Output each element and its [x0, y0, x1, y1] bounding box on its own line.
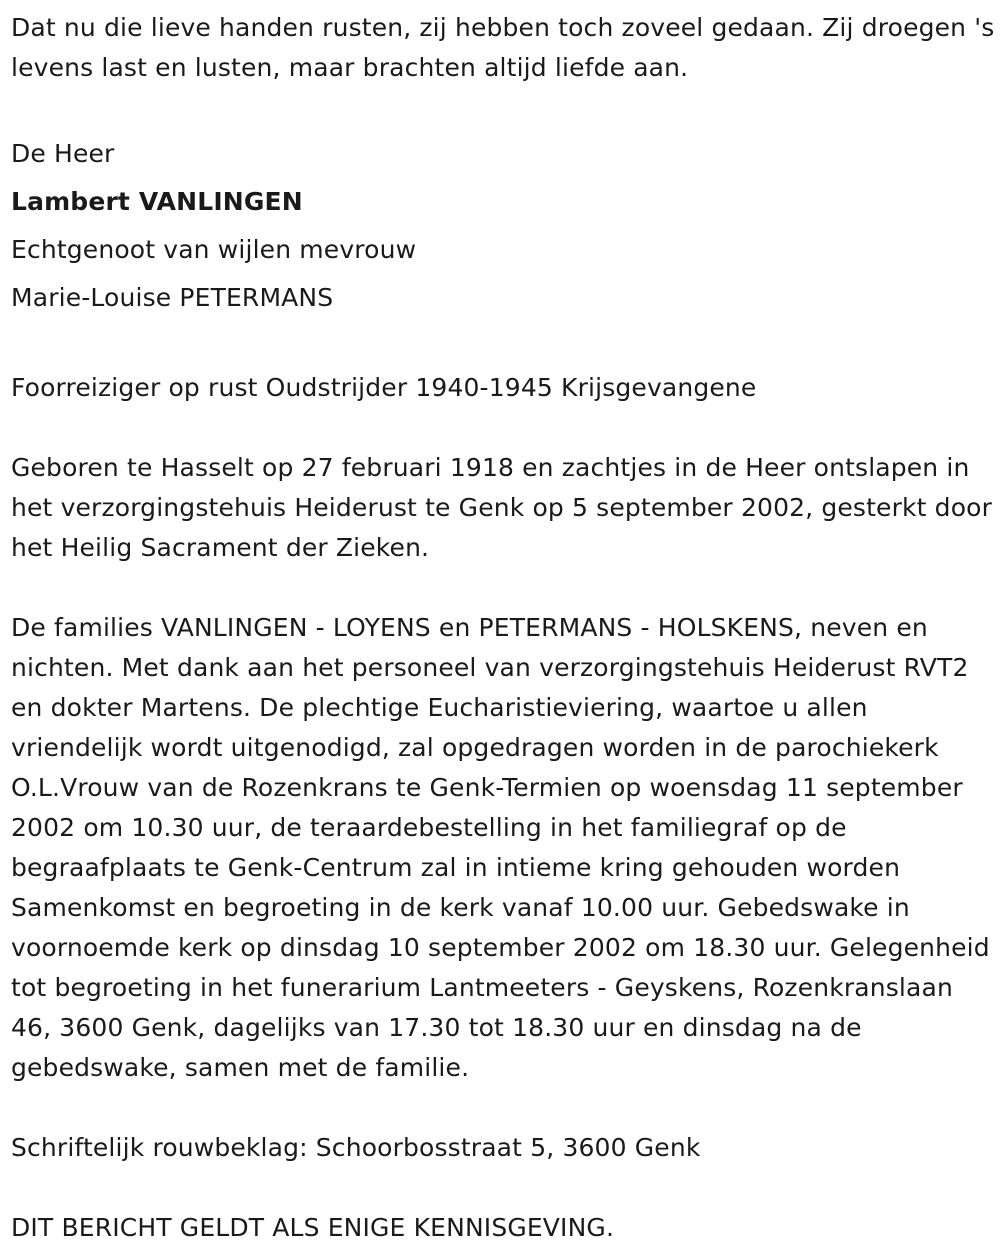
- spouse-line: Echtgenoot van wijlen mevrouw: [11, 235, 417, 264]
- spacer: [11, 568, 996, 608]
- name-block: [11, 130, 996, 322]
- spouse-name: Marie-Louise PETERMANS: [11, 283, 334, 312]
- spacer: [11, 88, 996, 128]
- families-arrangements-text: De families VANLINGEN - LOYENS en PETERMANS - HOLSKENS, neven en nichten. Met dank aan het personeel van verzorgingstehuis Heiderust RVT2 en dokter Martens. De plechtige Eucharistieviering, waartoe u allen vriendelijk wordt uitgenodigd, zal opgedragen worden in de parochiekerk O.L.Vrouw van de Rozenkrans te Genk-Termien op woensdag 11 september 2002 om 10.30 uur, de teraardebestelling in het familiegraf op de begraafplaats te Genk-Centrum zal in intieme kring gehouden worden Samenkomst en begroeting in de kerk vanaf 10.00 uur. Gebedswake in voornoemde kerk op dinsdag 10 september 2002 om 18.30 uur. Gelegenheid tot begroeting in het funerarium Lantmeeters - Geyskens, Rozenkranslaan 46, 3600 Genk, dagelijks van 17.30 tot 18.30 uur en dinsdag na de gebedswake, samen met de familie.: [11, 613, 990, 1082]
- spacer: [11, 1168, 996, 1208]
- condolence-address: Schriftelijk rouwbeklag: Schoorbosstraat 5, 3600 Genk: [11, 1133, 701, 1162]
- spacer: [11, 328, 996, 368]
- birth-death-text: Geboren te Hasselt op 27 februari 1918 en zachtjes in de Heer ontslapen in het verzorgingstehuis Heiderust te Genk op 5 september 2002, gesterkt door het Heilig Sacrament der Zieken.: [11, 453, 993, 562]
- obituary-document: [11, 8, 996, 1248]
- salutation: De Heer: [11, 139, 115, 168]
- occupation-text: Foorreiziger op rust Oudstrijder 1940-1945 Krijsgevangene: [11, 373, 757, 402]
- spacer: [11, 408, 996, 448]
- deceased-name: Lambert VANLINGEN: [11, 187, 303, 216]
- spacer: [11, 1088, 996, 1128]
- poem-text: Dat nu die lieve handen rusten, zij hebben toch zoveel gedaan. Zij droegen 's levens last en lusten, maar brachten altijd liefde aan.: [11, 13, 995, 82]
- notice-text: DIT BERICHT GELDT ALS ENIGE KENNISGEVING.: [11, 1213, 615, 1242]
